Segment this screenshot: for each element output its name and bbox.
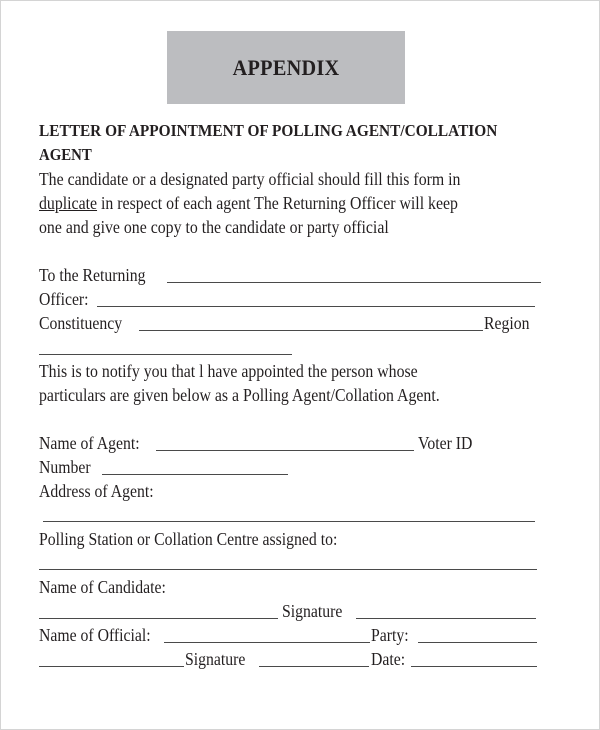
intro-text: one and give one copy to the candidate or party official	[39, 217, 389, 237]
polling-station-label	[39, 528, 371, 550]
label-text: Name of Official:	[39, 625, 151, 645]
label-text: Name of Candidate:	[39, 577, 166, 597]
label-text: Constituency	[39, 313, 123, 333]
form-heading-line-2	[39, 143, 98, 167]
label-text: Address of Agent:	[39, 481, 154, 501]
name-of-agent-label	[39, 432, 151, 454]
notice-text: This is to notify you that l have appointed the person whose	[39, 361, 418, 381]
to-returning-label	[39, 264, 157, 286]
intro-text: The candidate or a designated party official should fill this form in	[39, 169, 461, 189]
name-of-official-label	[39, 624, 163, 646]
official-signature-label	[185, 648, 252, 670]
region-label	[484, 312, 535, 334]
appendix-banner	[167, 31, 405, 104]
notice-line-1	[39, 360, 457, 382]
intro-line-3	[39, 216, 425, 238]
notice-line-2	[39, 384, 482, 406]
polling-station-field[interactable]	[39, 569, 537, 570]
appendix-title: APPENDIX	[232, 54, 340, 80]
date-label	[371, 648, 409, 670]
candidate-name-field[interactable]	[39, 618, 278, 619]
label-text: To the Returning	[39, 265, 146, 285]
intro-line-1	[39, 168, 505, 190]
agent-address-field[interactable]	[43, 521, 535, 522]
name-of-candidate-label	[39, 576, 180, 598]
agent-name-field[interactable]	[156, 450, 414, 451]
party-field[interactable]	[418, 642, 537, 643]
label-text: Name of Agent:	[39, 433, 140, 453]
label-text: Officer:	[39, 289, 89, 309]
constituency-field[interactable]	[139, 330, 483, 331]
voter-id-label	[418, 432, 478, 454]
intro-text-rest: in respect of each agent The Returning Officer will keep	[97, 193, 458, 213]
label-text: Region	[484, 313, 530, 333]
label-text: Party:	[371, 625, 409, 645]
label-text: Voter ID	[418, 433, 473, 453]
official-name-continued-field[interactable]	[39, 666, 184, 667]
address-of-agent-label	[39, 480, 166, 502]
label-text: Signature	[185, 649, 246, 669]
region-field[interactable]	[39, 354, 292, 355]
notice-text: particulars are given below as a Polling Agent/Collation Agent.	[39, 385, 440, 405]
official-name-field[interactable]	[164, 642, 370, 643]
label-text: Polling Station or Collation Centre assigned to:	[39, 529, 338, 549]
label-text: Date:	[371, 649, 406, 669]
date-field[interactable]	[411, 666, 537, 667]
label-text: Number	[39, 457, 91, 477]
intro-text	[39, 192, 458, 214]
number-label	[39, 456, 96, 478]
form-heading-line-1	[39, 119, 532, 143]
constituency-label	[39, 312, 131, 334]
candidate-signature-label	[282, 600, 349, 622]
intro-line-2	[39, 192, 502, 214]
candidate-signature-field[interactable]	[356, 618, 536, 619]
party-label	[371, 624, 413, 646]
voter-id-number-field[interactable]	[102, 474, 288, 475]
returning-officer-field[interactable]	[167, 282, 541, 283]
heading-text: LETTER OF APPOINTMENT OF POLLING AGENT/COLLATION	[39, 121, 498, 140]
officer-field[interactable]	[97, 306, 535, 307]
heading-text: AGENT	[39, 145, 92, 164]
duplicate-underlined: duplicate	[39, 193, 98, 213]
officer-label	[39, 288, 94, 310]
label-text: Signature	[282, 601, 343, 621]
official-signature-field[interactable]	[259, 666, 369, 667]
